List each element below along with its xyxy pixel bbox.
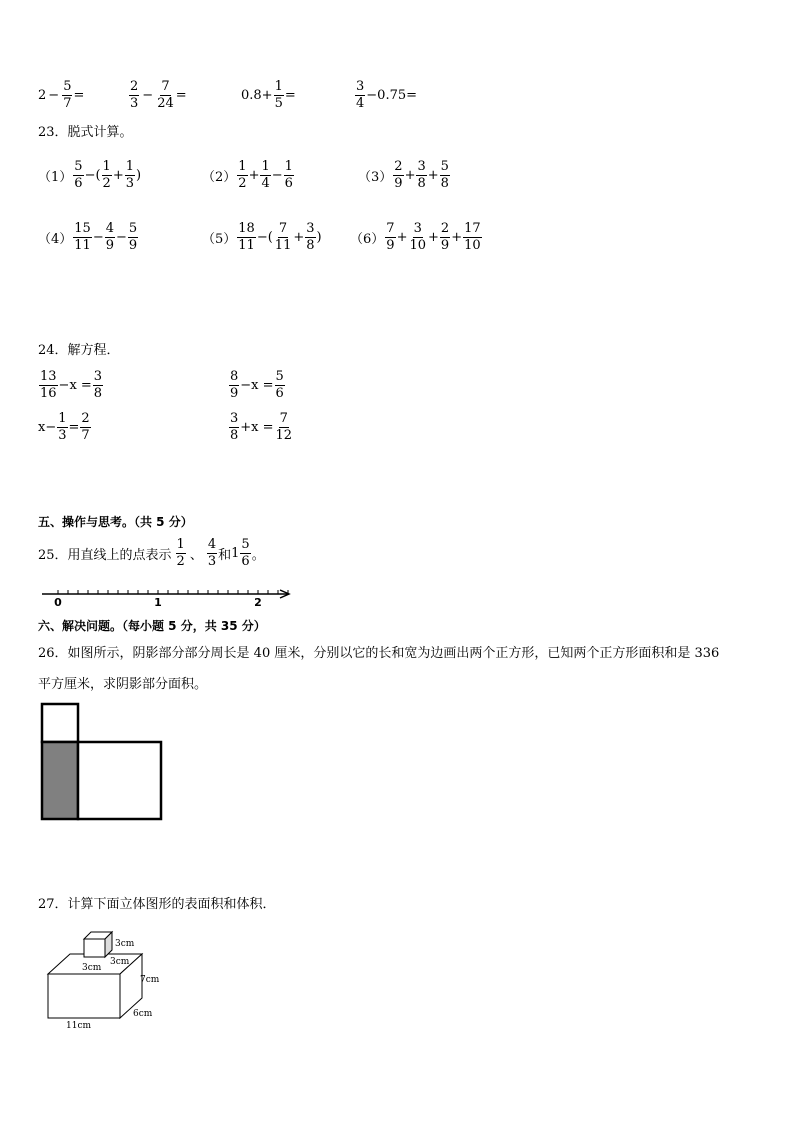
label-small-h: 3cm — [115, 939, 135, 949]
oral-calc-1: 2 − $\frac{5}{7}$ = — [38, 79, 85, 111]
oral-calc-4: $\frac{3}{4}$ −0.75= — [356, 79, 418, 111]
q24-eq-2: $\frac{8}{9}$ −x = $\frac{5}{6}$ — [230, 369, 284, 401]
tick-label-2: 2 — [254, 596, 262, 609]
q23-item-6: （6） $\frac{7}{9}$ + $\frac{3}{10}$ + $\frac{2}{9}$ + $\frac{17}{10}$ — [350, 221, 481, 253]
q27-text: 27．计算下面立体图形的表面积和体积． — [38, 897, 276, 912]
q24-eq-3: x− $\frac{1}{3}$ = $\frac{2}{7}$ — [38, 411, 90, 443]
q23-title: 23．脱式计算。 — [38, 125, 133, 140]
q27-figure — [40, 926, 170, 1036]
label-big-w: 11cm — [66, 1021, 92, 1031]
q26-figure — [38, 700, 168, 824]
tick-label-0: 0 — [54, 596, 62, 609]
q26-text-line1: 26．如图所示，阴影部分部分周长是 40 厘米，分别以它的长和宽为边画出两个正方形，已知两个正方形面积和是 336 — [38, 646, 720, 661]
q25-prompt: 25．用直线上的点表示 $\frac{1}{2}$ 、 $\frac{4}{3}$ 和 1 $\frac{5}{6}$ 。 — [38, 537, 265, 569]
q23-item-4: （4） $\frac{15}{11}$ − $\frac{4}{9}$ − $\frac{5}{9}$ — [38, 221, 138, 253]
q23-item-2: （2） $\frac{1}{2}$ + $\frac{1}{4}$ − $\frac{1}{6}$ — [202, 159, 293, 191]
q23-item-1: （1） $\frac{5}{6}$ −( $\frac{1}{2}$ + $\frac{1}{3}$ ) — [38, 159, 142, 191]
large-square — [78, 742, 161, 819]
q24-eq-1: $\frac{13}{16}$ −x = $\frac{3}{8}$ — [40, 369, 103, 401]
q26-text-line2: 平方厘米，求阴影部分面积。 — [38, 677, 208, 692]
small-cube-front — [84, 939, 105, 957]
oral-calc-2: $\frac{2}{3}$ − $\frac{7}{24}$ = — [130, 79, 187, 111]
q24-title: 24．解方程． — [38, 343, 120, 358]
label-small-d: 3cm — [110, 957, 130, 967]
label-small-w: 3cm — [82, 963, 102, 973]
label-big-h: 7cm — [140, 975, 160, 985]
q23-item-5: （5） $\frac{18}{11}$ −( $\frac{7}{11}$ + $\frac{3}{8}$ ) — [202, 221, 322, 253]
q23-item-3: （3） $\frac{2}{9}$ + $\frac{3}{8}$ + $\frac{5}{8}$ — [358, 159, 449, 191]
tick-label-1: 1 — [154, 596, 162, 609]
section-5-title: 五、操作与思考。（共 5 分） — [38, 515, 193, 529]
shaded-rectangle — [42, 742, 78, 819]
q24-eq-4: $\frac{3}{8}$ +x = $\frac{7}{12}$ — [230, 411, 293, 443]
oral-calc-3: 0.8+ $\frac{1}{5}$ = — [241, 79, 296, 111]
number-line — [40, 580, 295, 610]
small-square — [42, 704, 78, 742]
big-cuboid-front — [48, 974, 120, 1018]
label-big-d: 6cm — [133, 1009, 153, 1019]
section-6-title: 六、解决问题。（每小题 5 分，共 35 分） — [38, 619, 266, 633]
